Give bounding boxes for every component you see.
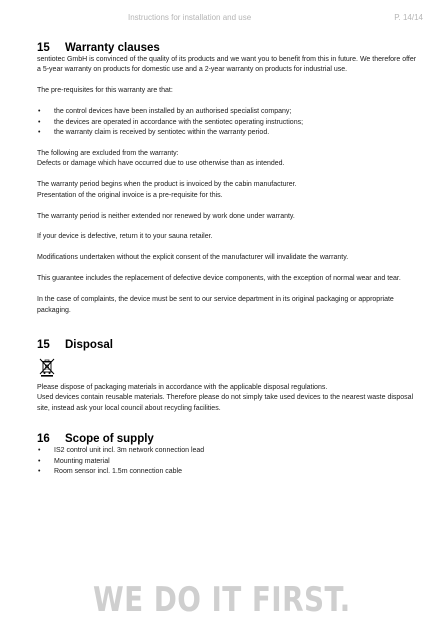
guarantee-text: This guarantee includes the replacement of defective device components, with the exception of normal wear and tear. (37, 275, 401, 283)
disposal-heading (37, 338, 419, 352)
list-item: • IS2 control unit incl. 3m network connection lead (37, 446, 419, 456)
defective-text: If your device is defective, return it to your sauna retailer. (37, 233, 213, 241)
not-extended-text: The warranty period is neither extended nor renewed by work done under warranty. (37, 212, 295, 220)
section-title: Warranty clauses (65, 42, 160, 54)
warranty-intro: sentiotec GmbH is convinced of the quality of its products and we want you to benefit from this in future. We therefore offer a 5-year warranty on products for domestic use and a 2-year warranty on products for industrial use. (37, 56, 417, 74)
warranty-heading (37, 41, 419, 55)
footer-slogan: WE DO IT FIRST. (93, 580, 351, 620)
section-title: Scope of supply (65, 433, 154, 446)
section-number: 15 (37, 42, 50, 54)
disposal-packaging-text: Please dispose of packaging materials in accordance with the applicable disposal regulations. (37, 384, 328, 391)
list-item: • Mounting material (37, 457, 419, 467)
period-start: The warranty period begins when the product is invoiced by the cabin manufacturer. (37, 181, 297, 189)
excluded-title: The following are excluded from the warranty: (37, 149, 179, 157)
list-item: • Room sensor incl. 1.5m connection cable (37, 467, 419, 477)
section-title: Disposal (65, 339, 113, 351)
excluded-text: Defects or damage which have occurred due to use otherwise than as intended. (37, 160, 285, 168)
crossed-out-wheelie-bin-icon (39, 358, 55, 377)
disposal-recycling-text: Used devices contain reusable materials. Therefore please do not simply take used devices to the nearest waste disposal site, instead ask your local council about recycling facilities. (37, 394, 414, 412)
page-header (0, 13, 446, 25)
section-number: 16 (37, 433, 50, 446)
document-title: Instructions for installation and use (128, 13, 252, 22)
page-number: P. 14/14 (394, 13, 423, 22)
list-item: • the devices are operated in accordance with the sentiotec operating instructions; (37, 118, 419, 128)
list-item: • the control devices have been installed by an authorised specialist company; (37, 107, 419, 117)
modifications-text: Modifications undertaken without the explicit consent of the manufacturer will invalidate the warranty. (37, 254, 349, 262)
prereq-list (37, 107, 419, 138)
invoice-requirement: Presentation of the original invoice is a pre-requisite for this. (37, 191, 223, 199)
section-number: 15 (37, 339, 50, 351)
scope-list (37, 446, 419, 477)
complaints-text: In the case of complaints, the device must be sent to our service department in its original packaging or appropriate packaging. (37, 296, 394, 314)
list-item: • the warranty claim is received by sentiotec within the warranty period. (37, 128, 419, 138)
prereq-intro: The pre-requisites for this warranty are that: (37, 87, 173, 95)
scope-heading (37, 432, 419, 446)
page-content (37, 41, 419, 477)
